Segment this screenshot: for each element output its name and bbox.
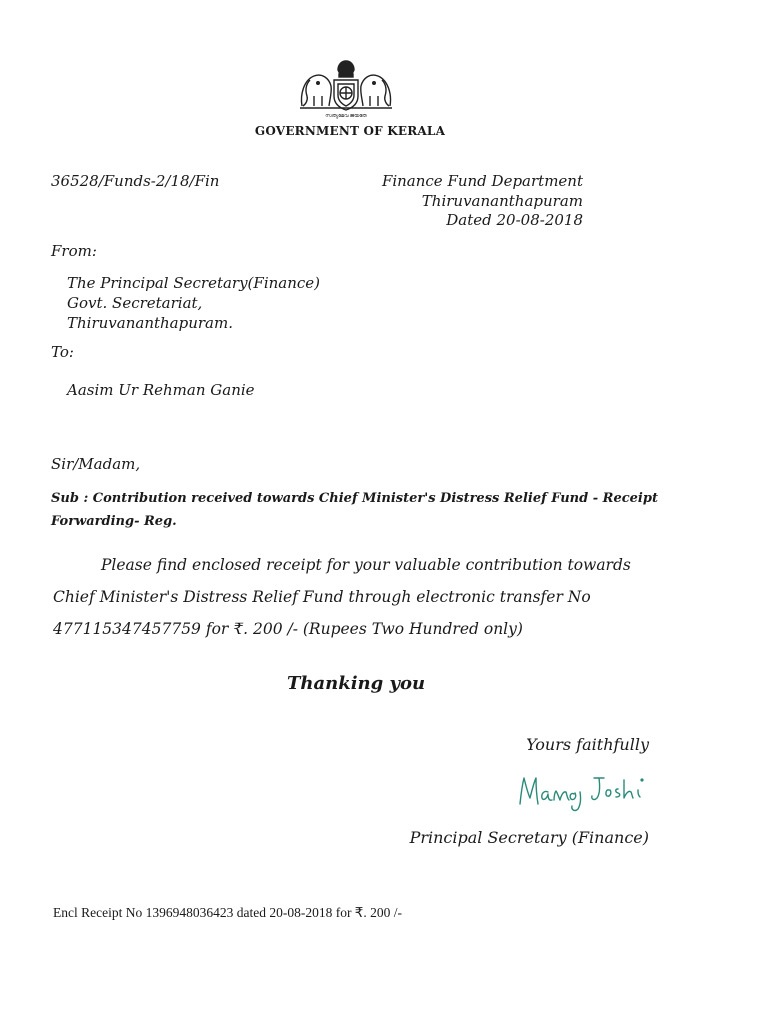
thanking-you: Thanking you bbox=[287, 673, 426, 694]
department-name: Finance Fund Department bbox=[381, 172, 583, 190]
emblem-motto: സത്യമേവ ജയതേ bbox=[325, 113, 367, 119]
letter-date: Dated 20-08-2018 bbox=[446, 211, 583, 229]
government-title: GOVERNMENT OF KERALA bbox=[254, 124, 446, 138]
handwritten-signature bbox=[514, 768, 654, 812]
department-place: Thiruvananthapuram bbox=[421, 191, 583, 210]
subject-line: Sub : Contribution received towards Chief Minister's Distress Relief Fund - Receipt Forwarding- Reg. bbox=[51, 491, 658, 529]
body-paragraph bbox=[53, 549, 663, 645]
from-line-1: The Principal Secretary(Finance) bbox=[67, 274, 321, 292]
recipient-name: Aasim Ur Rehman Ganie bbox=[67, 381, 255, 399]
from-line-2: Govt. Secretariat, bbox=[67, 294, 203, 312]
signatory-designation: Principal Secretary (Finance) bbox=[409, 828, 649, 847]
enclosure-note: Encl Receipt No 1396948036423 dated 20-08-2018 for ₹. 200 /- bbox=[53, 905, 403, 920]
to-label: To: bbox=[51, 343, 74, 361]
salutation: Sir/Madam, bbox=[51, 455, 141, 473]
yours-faithfully: Yours faithfully bbox=[526, 735, 649, 754]
kerala-emblem-icon bbox=[296, 56, 396, 120]
from-line-3: Thiruvananthapuram. bbox=[67, 314, 233, 332]
department-block bbox=[382, 172, 583, 231]
body-text: Please find enclosed receipt for your valuable contribution towards Chief Minister's Distress Relief Fund through electronic transfer No 477115347457759 for ₹. 200 /- (Rupees Two Hundred only) bbox=[53, 556, 631, 638]
reference-number: 36528/Funds-2/18/Fin bbox=[51, 172, 220, 190]
from-address bbox=[67, 273, 320, 333]
from-label: From: bbox=[51, 242, 97, 260]
